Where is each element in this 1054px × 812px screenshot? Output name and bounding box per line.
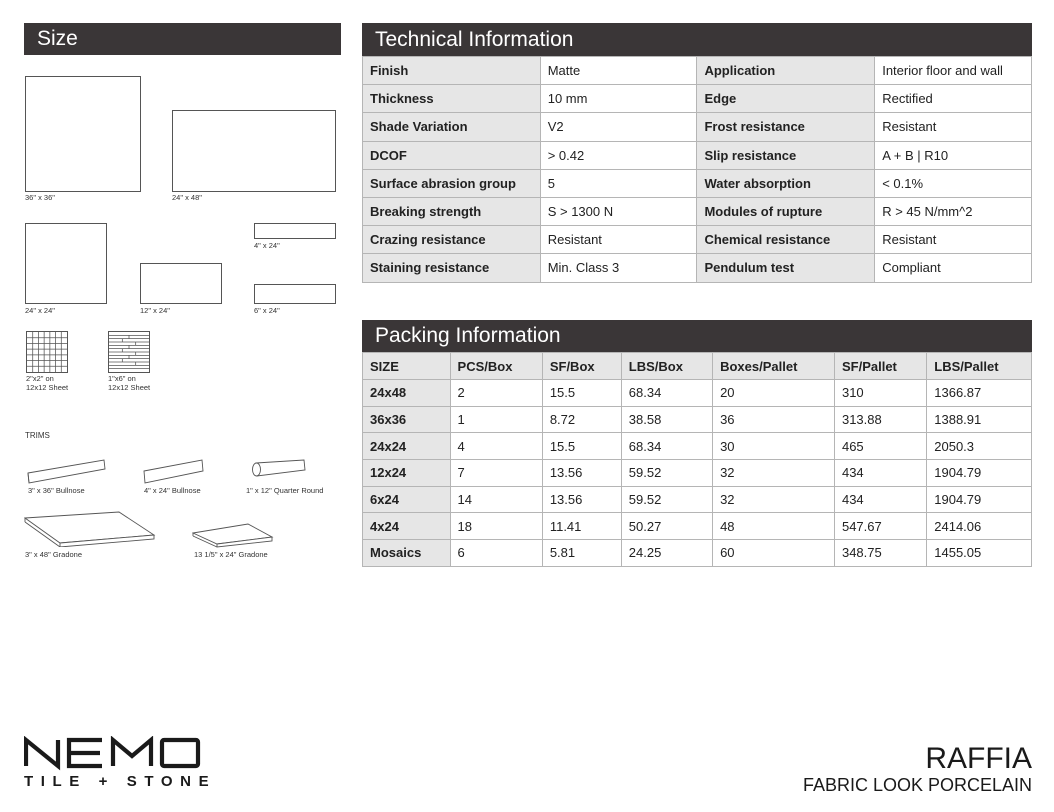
- technical-property: Frost resistance: [697, 113, 875, 141]
- technical-row: [363, 169, 1032, 197]
- mosaic-1x6-grid-icon: [108, 331, 150, 373]
- packing-value-cell: 547.67: [834, 513, 926, 540]
- packing-value-cell: 7: [450, 460, 542, 487]
- gradone-13x24-icon: [192, 523, 274, 548]
- technical-value: Compliant: [875, 254, 1032, 282]
- technical-value: Resistant: [875, 226, 1032, 254]
- packing-value-cell: 348.75: [834, 540, 926, 567]
- packing-column-header: SF/Pallet: [834, 353, 926, 380]
- packing-value-cell: 434: [834, 486, 926, 513]
- mosaic-label-line: 12x12 Sheet: [108, 383, 151, 392]
- technical-value: R > 45 N/mm^2: [875, 197, 1032, 225]
- gradone-3x48-icon: [24, 511, 156, 547]
- packing-column-header: SIZE: [363, 353, 451, 380]
- packing-value-cell: 14: [450, 486, 542, 513]
- packing-value-cell: 1904.79: [927, 486, 1032, 513]
- tile-label: 12" x 24": [140, 306, 170, 315]
- packing-info-title: Packing Information: [362, 320, 1032, 352]
- technical-property: Slip resistance: [697, 141, 875, 169]
- technical-info-table: [362, 56, 1032, 283]
- packing-value-cell: 59.52: [621, 460, 712, 487]
- packing-row: [363, 486, 1032, 513]
- packing-value-cell: 2: [450, 380, 542, 407]
- packing-value-cell: 310: [834, 380, 926, 407]
- mosaic-label-line: 1"x6" on: [108, 374, 136, 383]
- technical-row: [363, 226, 1032, 254]
- packing-row: [363, 380, 1032, 407]
- trim-label: 3" x 48" Gradone: [25, 550, 83, 559]
- technical-property: Shade Variation: [363, 113, 541, 141]
- packing-info-table: [362, 352, 1032, 567]
- packing-size-cell: Mosaics: [363, 540, 451, 567]
- packing-value-cell: 48: [713, 513, 835, 540]
- size-section-title: Size: [24, 23, 341, 55]
- trim-label: 1" x 12" Quarter Round: [246, 486, 324, 495]
- packing-value-cell: 5.81: [542, 540, 621, 567]
- technical-property: Staining resistance: [363, 254, 541, 282]
- tile-12x24: [140, 263, 222, 304]
- packing-value-cell: 15.5: [542, 433, 621, 460]
- packing-value-cell: 18: [450, 513, 542, 540]
- technical-property: Crazing resistance: [363, 226, 541, 254]
- technical-value: A + B | R10: [875, 141, 1032, 169]
- packing-size-cell: 4x24: [363, 513, 451, 540]
- packing-value-cell: 50.27: [621, 513, 712, 540]
- packing-value-cell: 1: [450, 406, 542, 433]
- technical-row: [363, 197, 1032, 225]
- packing-value-cell: 20: [713, 380, 835, 407]
- trim-label: 13 1/5" x 24" Gradone: [194, 550, 268, 559]
- technical-row: [363, 85, 1032, 113]
- packing-row: [363, 513, 1032, 540]
- packing-value-cell: 2414.06: [927, 513, 1032, 540]
- technical-value: > 0.42: [540, 141, 697, 169]
- technical-value: Resistant: [540, 226, 697, 254]
- mosaic-label-line: 12x12 Sheet: [26, 383, 69, 392]
- packing-size-cell: 6x24: [363, 486, 451, 513]
- mosaic-2x2-grid-icon: [26, 331, 68, 373]
- technical-value: Rectified: [875, 85, 1032, 113]
- packing-value-cell: 1388.91: [927, 406, 1032, 433]
- logo-subtitle: TILE + STONE: [24, 773, 217, 790]
- packing-size-cell: 24x24: [363, 433, 451, 460]
- technical-value: < 0.1%: [875, 169, 1032, 197]
- trim-label: 3" x 36" Bullnose: [28, 486, 85, 495]
- packing-value-cell: 59.52: [621, 486, 712, 513]
- tile-6x24: [254, 284, 336, 304]
- technical-row: [363, 254, 1032, 282]
- technical-property: Thickness: [363, 85, 541, 113]
- technical-property: Application: [697, 57, 875, 85]
- packing-row: [363, 433, 1032, 460]
- packing-value-cell: 1366.87: [927, 380, 1032, 407]
- packing-value-cell: 6: [450, 540, 542, 567]
- tile-24x24: [25, 223, 107, 304]
- tile-label: 24" x 48": [172, 193, 202, 202]
- mosaic-label: [108, 374, 150, 392]
- product-name: RAFFIA: [925, 742, 1032, 775]
- technical-value: S > 1300 N: [540, 197, 697, 225]
- technical-property: Modules of rupture: [697, 197, 875, 225]
- packing-row: [363, 540, 1032, 567]
- technical-value: Interior floor and wall: [875, 57, 1032, 85]
- tile-label: 36" x 36": [25, 193, 55, 202]
- trim-label: 4" x 24" Bullnose: [144, 486, 201, 495]
- tile-4x24: [254, 223, 336, 239]
- tile-label: 4" x 24": [254, 241, 280, 250]
- technical-row: [363, 57, 1032, 85]
- packing-value-cell: 68.34: [621, 433, 712, 460]
- packing-column-header: PCS/Box: [450, 353, 542, 380]
- technical-property: Breaking strength: [363, 197, 541, 225]
- packing-value-cell: 32: [713, 460, 835, 487]
- product-subtitle: FABRIC LOOK PORCELAIN: [802, 775, 1032, 795]
- packing-value-cell: 8.72: [542, 406, 621, 433]
- packing-value-cell: 15.5: [542, 380, 621, 407]
- technical-property: Pendulum test: [697, 254, 875, 282]
- packing-row: [363, 460, 1032, 487]
- technical-info-title: Technical Information: [362, 23, 1032, 56]
- packing-column-header: Boxes/Pallet: [713, 353, 835, 380]
- packing-value-cell: 465: [834, 433, 926, 460]
- packing-value-cell: 1455.05: [927, 540, 1032, 567]
- mosaic-label: [26, 374, 68, 392]
- packing-value-cell: 38.58: [621, 406, 712, 433]
- tile-label: 24" x 24": [25, 306, 55, 315]
- mosaic-label-line: 2"x2" on: [26, 374, 54, 383]
- packing-header-row: [363, 353, 1032, 380]
- packing-row: [363, 406, 1032, 433]
- technical-value: Matte: [540, 57, 697, 85]
- technical-value: V2: [540, 113, 697, 141]
- technical-property: Surface abrasion group: [363, 169, 541, 197]
- bullnose-3x36-icon: [27, 459, 107, 485]
- technical-property: Edge: [697, 85, 875, 113]
- packing-column-header: LBS/Pallet: [927, 353, 1032, 380]
- technical-value: Min. Class 3: [540, 254, 697, 282]
- technical-row: [363, 141, 1032, 169]
- technical-value: Resistant: [875, 113, 1032, 141]
- quarter-round-icon: [250, 459, 308, 479]
- packing-value-cell: 434: [834, 460, 926, 487]
- packing-value-cell: 32: [713, 486, 835, 513]
- packing-size-cell: 36x36: [363, 406, 451, 433]
- tile-36x36: [25, 76, 141, 192]
- trims-title: TRIMS: [25, 431, 50, 440]
- tile-label: 6" x 24": [254, 306, 280, 315]
- packing-value-cell: 13.56: [542, 460, 621, 487]
- technical-property: DCOF: [363, 141, 541, 169]
- packing-value-cell: 313.88: [834, 406, 926, 433]
- technical-row: [363, 113, 1032, 141]
- packing-value-cell: 1904.79: [927, 460, 1032, 487]
- packing-value-cell: 30: [713, 433, 835, 460]
- packing-value-cell: 60: [713, 540, 835, 567]
- packing-value-cell: 4: [450, 433, 542, 460]
- technical-property: Finish: [363, 57, 541, 85]
- packing-size-cell: 12x24: [363, 460, 451, 487]
- packing-value-cell: 36: [713, 406, 835, 433]
- packing-value-cell: 68.34: [621, 380, 712, 407]
- packing-value-cell: 24.25: [621, 540, 712, 567]
- packing-value-cell: 13.56: [542, 486, 621, 513]
- tile-24x48: [172, 110, 336, 192]
- packing-size-cell: 24x48: [363, 380, 451, 407]
- technical-property: Chemical resistance: [697, 226, 875, 254]
- technical-value: 5: [540, 169, 697, 197]
- packing-column-header: SF/Box: [542, 353, 621, 380]
- technical-value: 10 mm: [540, 85, 697, 113]
- technical-property: Water absorption: [697, 169, 875, 197]
- packing-value-cell: 2050.3: [927, 433, 1032, 460]
- packing-column-header: LBS/Box: [621, 353, 712, 380]
- bullnose-4x24-icon: [143, 459, 205, 485]
- packing-value-cell: 11.41: [542, 513, 621, 540]
